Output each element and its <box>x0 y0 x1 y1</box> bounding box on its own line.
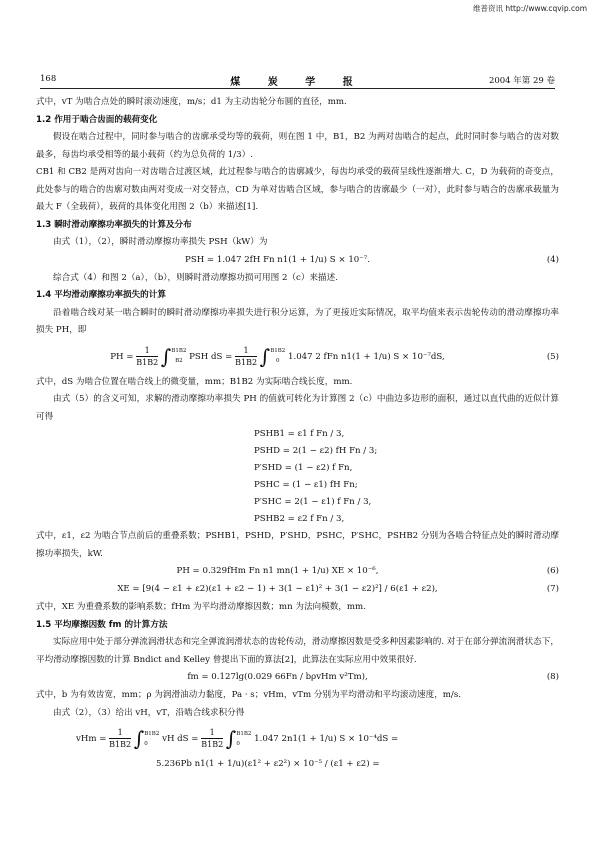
fraction-numerator: 1 <box>136 345 158 357</box>
equation-5 <box>36 340 559 374</box>
fraction <box>109 727 131 750</box>
system-line: PSHC = (1 − ε1) fH Fn; <box>254 480 358 490</box>
integral-sign: ∫ <box>160 344 172 368</box>
header-rule <box>40 88 555 89</box>
lower-limit: B2 <box>175 358 183 364</box>
section-heading: 1.3 瞬时滑动摩擦功率损失的计算及分布 <box>36 219 192 230</box>
fraction-denominator: B1B2 <box>235 357 258 367</box>
system-line: P′SHC = 2(1 − ε1) f Fn / 3, <box>254 497 372 507</box>
equation-9 <box>36 722 559 756</box>
equation-number: (7) <box>546 584 559 594</box>
paragraph: 式中，ε1，ε2 为啮合节点前后的重叠系数；PSHB1，PSHD，P′SHD，PSHC，P′SHC，PSHB2 分别为各啮合特征点处的瞬时滑动摩擦功率损失，kW. <box>36 531 559 559</box>
equation-system <box>36 426 559 528</box>
equation-text: vH dS = <box>162 734 202 744</box>
paragraph: 综合式（4）和图 2（a），（b），则瞬时滑动摩擦功损可用图 2（c）来描述. <box>53 272 338 283</box>
integral-limits <box>270 346 285 366</box>
paragraph: 由式（2），（3）给出 vH，vT，沿啮合线求积分得 <box>53 707 245 718</box>
equation-body: PH = 0.329fHm Fn n1 mn(1 + 1/u) XE × 10⁻⁶, <box>176 566 379 576</box>
fraction-numerator: 1 <box>109 727 131 739</box>
equation-7 <box>36 581 559 599</box>
integral-sign: ∫ <box>259 344 271 368</box>
fraction-denominator: B1B2 <box>109 740 132 749</box>
equation-body: fm = 0.127lg(0.029 66Fn / bρvHm v²Tm), <box>187 672 368 682</box>
paragraph: 实际应用中处于部分弹流润滑状态和完全弹流润滑状态的齿轮传动，滑动摩擦因数是受多种因素影响的. 对于在部分弹流润滑状态下，平均滑动摩擦因数的计算 Bndict and Kelley 曾提出下面的算法[2]，此算法在实际应用中效果很好. <box>36 637 559 665</box>
fraction-numerator: 1 <box>201 727 223 739</box>
upper-limit: B1B2 <box>171 348 187 354</box>
equation-4 <box>36 252 559 270</box>
system-line: PSHB2 = ε2 f Fn / 3, <box>254 514 345 524</box>
section-heading: 1.2 作用于啮合齿面的载荷变化 <box>36 114 158 125</box>
equation-text: 1.047 2 fFn n1(1 + 1/u) S × 10⁻⁷dS, <box>288 351 445 362</box>
system-line: PSHB1 = ε1 f Fn / 3, <box>254 429 345 439</box>
equation-number: (8) <box>546 672 559 682</box>
running-header <box>40 74 555 88</box>
issue-label: 2004 年第 29 卷 <box>488 76 555 86</box>
fraction <box>201 727 223 750</box>
equation-text: vHm = <box>76 734 110 744</box>
equation-6 <box>36 563 559 581</box>
equation-body: PSH = 1.047 2fH Fn n1(1 + 1/u) S × 10⁻⁷. <box>185 254 370 265</box>
paragraph: 沿着啮合线对某一啮合瞬时的瞬时滑动摩擦功率损失进行积分运算，为了更接近实际情况，取平均值来表示齿轮传动的滑动摩擦功率损失 PH，即 <box>36 307 559 335</box>
lower-limit: 0 <box>144 740 148 747</box>
integral-sign: ∫ <box>133 726 145 751</box>
section-heading: 1.4 平均滑动摩擦功率损失的计算 <box>36 290 166 300</box>
equation-body <box>36 722 519 756</box>
fraction-numerator: 1 <box>235 345 257 357</box>
lower-limit: 0 <box>236 740 240 747</box>
integral-sign: ∫ <box>225 726 237 751</box>
integral-limits <box>236 729 251 749</box>
equation-9-continued <box>36 756 559 774</box>
equation-body: XE = [9(4 − ε1 + ε2)(ε1 + ε2 − 1) + 3(1 − ε1)² + 3(1 − ε2)²] / 6(ε1 + ε2), <box>117 584 438 594</box>
section-heading: 1.5 平均摩擦因数 fm 的计算方法 <box>36 619 168 630</box>
journal-title: 煤 炭 学 报 <box>230 77 365 88</box>
watermark: 维普资讯 http://www.cqvip.com <box>472 4 587 13</box>
lower-limit: 0 <box>275 358 280 364</box>
upper-limit: B1B2 <box>144 730 160 737</box>
page-number: 168 <box>40 74 57 84</box>
fraction <box>235 345 257 368</box>
equation-number: (5) <box>546 351 559 362</box>
fraction-denominator: B1B2 <box>201 740 224 749</box>
system-line: PSHD = 2(1 − ε2) fH Fn / 3; <box>254 446 378 456</box>
equation-number: (4) <box>546 254 559 265</box>
paragraph: 由式（5）的含义可知，求解的滑动摩擦功率损失 PH 的值就可转化为计算图 2（c）中曲边多边形的面积，通过以直代曲的近似计算可得 <box>36 394 559 422</box>
equation-number: (6) <box>546 566 559 576</box>
equation-text: PSH dS = <box>189 351 236 362</box>
equation-8 <box>36 669 559 687</box>
paragraph: 式中，vT 为啮合点处的瞬时滚动速度，m/s；d1 为主动齿轮分布圆的直径，mm. <box>36 97 347 107</box>
paragraph: 假设在啮合过程中，同时参与啮合的齿廓承受均等的载荷，则在图 1 中，B1，B2 为两对齿啮合的起点，此时同时参与啮合的齿对数最多，每齿均承受相等的最小载荷（约为总负荷的 1/3）. <box>36 132 559 160</box>
system-line: P′SHD = (1 − ε2) f Fn, <box>254 463 353 473</box>
paragraph: 式中，b 为有效齿宽，mm；ρ 为润滑油动力黏度，Pa · s；vHm，vTm 分别为平均滑动和平均滚动速度，m/s. <box>36 690 461 700</box>
equation-text: PH = <box>110 351 137 362</box>
upper-limit: B1B2 <box>270 348 286 354</box>
equation-text: 1.047 2n1(1 + 1/u) S × 10⁻⁴dS = <box>254 734 399 744</box>
paragraph: 式中，dS 为啮合位置在啮合线上的微变量，mm；B1B2 为实际啮合线长度，mm. <box>36 376 353 387</box>
integral-limits <box>144 729 159 749</box>
paragraph: 式中，XE 为重叠系数的影响系数；fHm 为平均滑动摩擦因数；mn 为法向模数，mm. <box>36 602 366 612</box>
equation-body <box>36 340 519 374</box>
fraction-denominator: B1B2 <box>136 357 159 367</box>
equation-body: 5.236Pb n1(1 + 1/u)(ε1² + ε2²) × 10⁻⁵ / (ε1 + ε2) = <box>156 759 380 769</box>
fraction <box>136 345 158 368</box>
page-body <box>36 94 559 774</box>
integral-limits <box>171 346 186 366</box>
paragraph: 由式（1），（2），瞬时滑动摩擦功率损失 PSH（kW）为 <box>53 237 268 247</box>
paragraph: CB1 和 CB2 是两对齿向一对齿啮合过渡区域，此过程参与啮合的齿廓减少，每齿均承受的载荷呈线性逐渐增大. C，D 为载荷的奇变点，此处参与的啮合的齿廓对数由两对变成一对交替点，CD 为单对齿啮合区域，参与啮合的齿廓最少（一对），此时参与啮合的齿廓承载量为最大 F（全载荷），载荷的具体变化用图 2（b）来描述[1]. <box>36 167 559 212</box>
upper-limit: B1B2 <box>236 730 252 737</box>
